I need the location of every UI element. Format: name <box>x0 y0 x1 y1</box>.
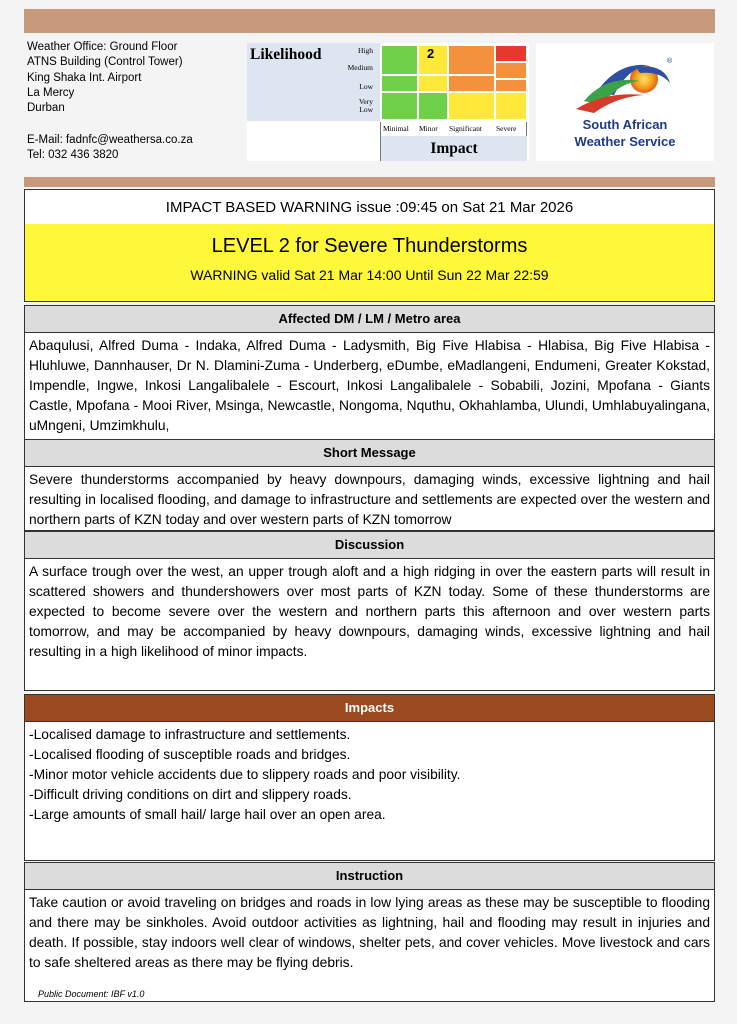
matrix-cell <box>381 45 418 75</box>
risk-matrix <box>247 43 529 161</box>
matrix-cell <box>381 92 418 120</box>
warning-level-title: LEVEL 2 for Severe Thunderstorms <box>211 235 528 257</box>
top-color-bar <box>24 9 715 33</box>
warning-level-banner <box>24 224 715 302</box>
address-line: Weather Office: Ground Floor <box>27 41 178 53</box>
matrix-level-number: 2 <box>427 46 435 61</box>
impact-level-severe: Severe <box>496 124 517 133</box>
mid-color-bar <box>24 177 715 187</box>
impact-item: -Large amounts of small hail/ large hail over an open area. <box>29 807 386 822</box>
telephone-text: Tel: 032 436 3820 <box>27 149 119 162</box>
short-message-section <box>24 439 715 531</box>
address-line: ATNS Building (Control Tower) <box>27 56 183 69</box>
matrix-cell <box>448 45 495 75</box>
affected-areas-section <box>24 305 715 461</box>
instruction-heading: Instruction <box>25 863 714 890</box>
likelihood-level-medium: Medium <box>347 63 373 72</box>
likelihood-level-low: Low <box>359 82 373 91</box>
warning-issue: IMPACT BASED WARNING issue :09:45 on Sat 21 Mar 2026 <box>24 189 715 224</box>
impacts-heading: Impacts <box>25 695 714 722</box>
impact-item: -Minor motor vehicle accidents due to slippery roads and poor visibility. <box>29 767 461 782</box>
warning-valid-period: WARNING valid Sat 21 Mar 14:00 Until Sun 22 Mar 22:59 <box>190 267 549 283</box>
impact-level-minor: Minor <box>419 124 438 133</box>
impact-title: Impact <box>381 136 527 161</box>
logo-text-line2: Weather Service <box>574 134 676 149</box>
matrix-cell <box>495 79 527 92</box>
impact-level-significant: Significant <box>449 124 482 133</box>
address-line: La Mercy <box>27 86 75 99</box>
address-line: Durban <box>27 102 65 115</box>
logo-text-line1: South African <box>582 117 668 132</box>
saws-emblem-icon <box>536 43 714 115</box>
instruction-section <box>24 862 715 1002</box>
matrix-cell <box>495 45 527 62</box>
matrix-cell <box>381 75 418 92</box>
likelihood-level-high: High <box>358 46 373 55</box>
discussion-heading: Discussion <box>25 532 714 559</box>
office-contact <box>27 133 193 164</box>
affected-areas-text: Abaqulusi, Alfred Duma - Indaka, Alfred Duma - Ladysmith, Big Five Hlabisa - Hlabisa, Big Five Hlabisa - Hluhluwe, Dannhauser, Dr N. Dlamini-Zuma - Underberg, eDumbe, eMadlangeni, Endumeni, Greater Kokstad, Impendle, Ingwe, Inkosi Langalibalele - Escourt, Inkosi Langalibalele - Sobabili, Jozini, Mpofana - Giants Castle, Mpofana - Mooi River, Msinga, Newcastle, Nongoma, Nquthu, Okhahlamba, Ulundi, Umhlabuyalingana, uMngeni, Umzimkhulu, <box>29 338 710 433</box>
discussion-section <box>24 531 715 691</box>
saws-logo <box>536 43 714 161</box>
instruction-text: Take caution or avoid traveling on bridges and roads in low lying areas as these may be susceptible to flooding and there may be sinkholes. Avoid outdoor activities as lightning, hail and flooding may result in injuries and death. If possible, stay indoors well clear of windows, shelter pets, and cover vehicles. Move livestock and cars to safe sheltered areas as there may be flying debris. <box>29 895 710 970</box>
impact-item: -Difficult driving conditions on dirt and slippery roads. <box>29 787 352 802</box>
matrix-cell <box>448 92 495 120</box>
impact-level-minimal: Minimal <box>383 124 409 133</box>
likelihood-level-very-low: Very Low <box>358 97 373 114</box>
matrix-cell <box>418 75 448 92</box>
impact-item: -Localised damage to infrastructure and settlements. <box>29 727 351 742</box>
address-line: King Shaka Int. Airport <box>27 71 142 84</box>
matrix-cell <box>418 92 448 120</box>
short-message-text: Severe thunderstorms accompanied by heavy downpours, damaging winds, excessive lightning and hail resulting in localised flooding, and damage to infrastructure and settlements are expected over the western and northern parts of KZN today and over western parts of KZN tomorrow <box>29 472 710 527</box>
impacts-section <box>24 694 715 861</box>
affected-areas-heading: Affected DM / LM / Metro area <box>25 306 714 333</box>
matrix-cell <box>495 92 527 120</box>
impacts-list <box>25 722 714 825</box>
email-text[interactable]: E-Mail: fadnfc@weathersa.co.za <box>27 134 193 146</box>
matrix-cell <box>448 75 495 92</box>
document-footer: Public Document: IBF v1.0 <box>38 989 145 999</box>
office-address <box>27 40 183 116</box>
matrix-cell <box>495 62 527 79</box>
discussion-text: A surface trough over the west, an upper trough aloft and a high ridging in over the eastern parts will result in scattered showers and thundershowers over most parts of KZN today. Some of these thunderstorms are expected to become severe over the western and northern parts this afternoon and over western parts tomorrow, and may be accompanied by heavy downpours, damaging winds, excessive lightning and hail resulting in a high likelihood of minor impacts. <box>29 564 710 659</box>
impact-item: -Localised flooding of susceptible roads and bridges. <box>29 747 351 762</box>
registered-mark: ® <box>667 58 673 65</box>
likelihood-title: Likelihood <box>250 46 322 63</box>
short-message-heading: Short Message <box>25 440 714 467</box>
